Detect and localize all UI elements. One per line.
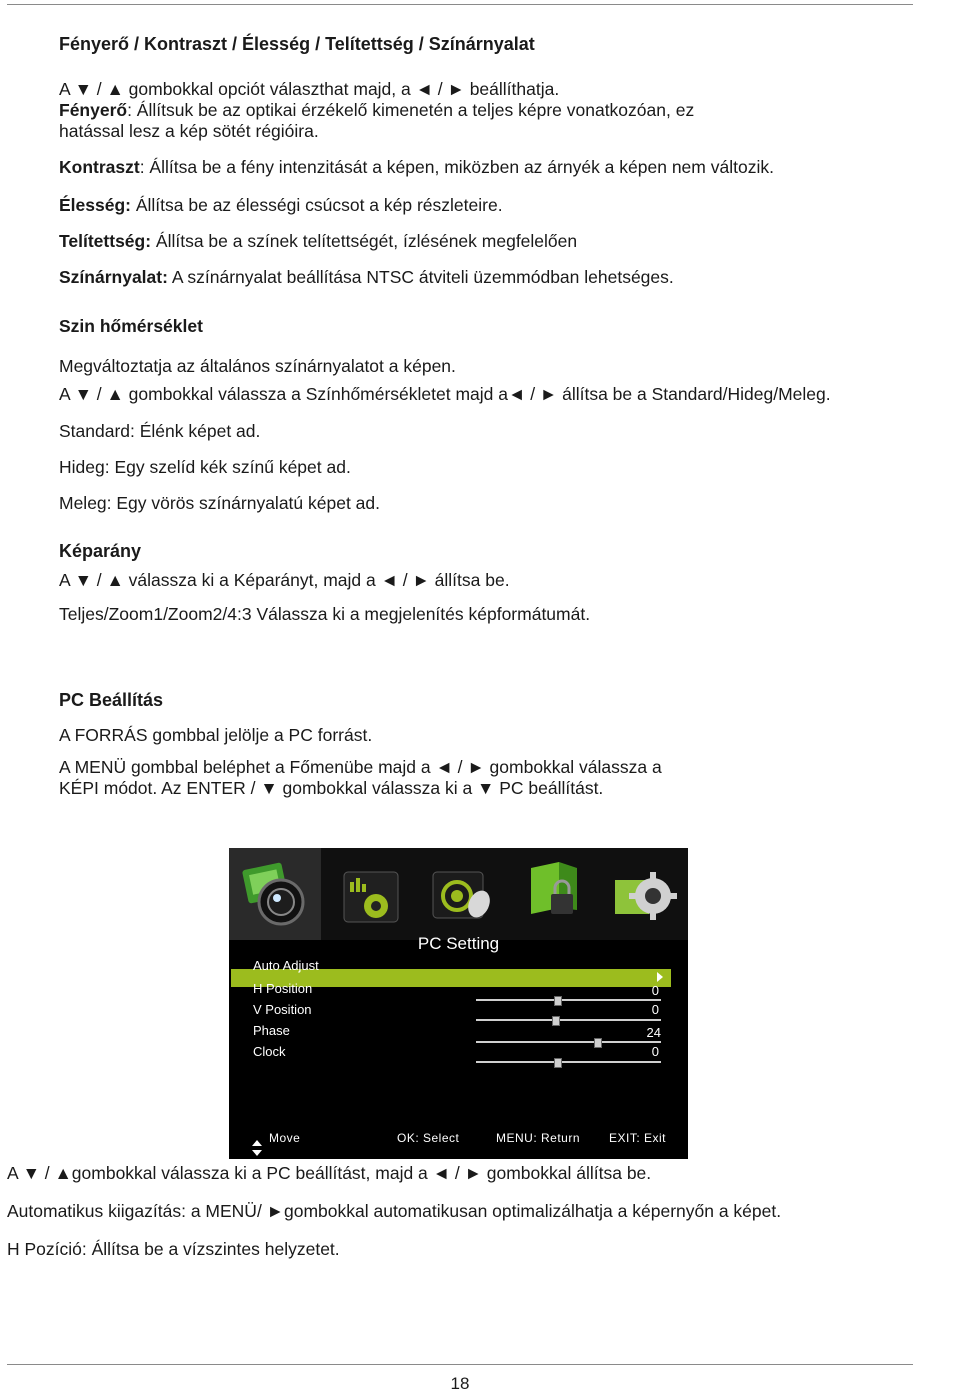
lock-icon	[519, 858, 589, 930]
pc-heading: PC Beállítás	[59, 690, 164, 710]
contrast-text: : Állítsa be a fény intenzitását a képen, miközben az árnyék a képen nem változik.	[139, 157, 774, 177]
aspect-heading: Képarány	[59, 541, 142, 561]
hue-text: A színárnyalat beállítása NTSC átviteli üzemmódban lehetséges.	[167, 267, 674, 287]
color-temp-line3: Standard: Élénk képet ad.	[59, 421, 261, 441]
h-position-slider[interactable]	[476, 999, 661, 1001]
osd-footer-exit: EXIT: Exit	[609, 1131, 667, 1145]
brightness-line	[59, 100, 694, 121]
picture-heading: Fényerő / Kontraszt / Élesség / Telítettség / Színárnyalat	[59, 34, 535, 54]
page-number: 18	[450, 1374, 470, 1393]
saturation-text: Állítsa be a színek telítettségét, ízlésének megfelelően	[151, 231, 578, 251]
sharpness-label: Élesség:	[59, 195, 131, 215]
osd-value-clock: 0	[651, 1044, 659, 1059]
top-rule	[7, 4, 913, 5]
picture-icon	[239, 858, 309, 930]
brightness-text: : Állítsuk be az optikai érzékelő kimenetén a teljes képre vonatkozóan, ez	[127, 100, 695, 120]
pc-line1: A FORRÁS gombbal jelölje a PC forrást.	[59, 725, 373, 745]
v-position-slider[interactable]	[476, 1019, 661, 1021]
audio-icon	[336, 858, 406, 930]
pc-line3: KÉPI módot. Az ENTER / ▼ gombokkal válassza ki a ▼ PC beállítást.	[59, 778, 604, 798]
color-temp-line4: Hideg: Egy szelíd kék színű képet ad.	[59, 457, 351, 477]
pc-setting-osd	[229, 848, 688, 1159]
hue-line	[59, 267, 674, 288]
color-temp-line2: A ▼ / ▲ gombokkal válassza a Színhőmérsékletet majd a◄ / ► állítsa be a Standard/Hideg/Meleg.	[59, 384, 831, 404]
osd-footer-return: MENU: Return	[496, 1131, 581, 1145]
move-arrows-icon	[252, 1140, 262, 1156]
contrast-label: Kontraszt	[59, 157, 140, 177]
osd-item-v-position[interactable]: V Position	[253, 1002, 312, 1017]
osd-footer-select: OK: Select	[397, 1131, 460, 1145]
sharpness-text: Állítsa be az élességi csúcsot a kép részleteire.	[130, 195, 503, 215]
osd-footer-move: Move	[269, 1131, 301, 1145]
color-temp-line5: Meleg: Egy vörös színárnyalatú képet ad.	[59, 493, 381, 513]
osd-value-v-position: 0	[651, 1002, 659, 1017]
osd-value-phase: 24	[646, 1025, 661, 1040]
after-line1: A ▼ / ▲gombokkal válassza ki a PC beállítást, majd a ◄ / ► gombokkal állítsa be.	[7, 1163, 652, 1183]
hue-label: Színárnyalat:	[59, 267, 168, 287]
aspect-line2: Teljes/Zoom1/Zoom2/4:3 Válassza ki a megjelenítés képformátumát.	[59, 604, 591, 624]
saturation-line	[59, 231, 577, 252]
osd-item-auto-adjust[interactable]: Auto Adjust	[253, 958, 319, 973]
submenu-arrow-icon	[657, 972, 663, 982]
osd-title: PC Setting	[417, 934, 500, 953]
contrast-line	[59, 157, 774, 178]
pc-line2: A MENÜ gombbal beléphet a Főmenübe majd a ◄ / ► gombokkal válassza a	[59, 757, 662, 777]
phase-slider[interactable]	[476, 1041, 661, 1043]
settings-icon	[609, 858, 679, 930]
after-line3: H Pozíció: Állítsa be a vízszintes helyzetet.	[7, 1239, 340, 1259]
brightness-text-2: hatással lesz a kép sötét régióira.	[59, 121, 319, 141]
color-temp-heading: Szin hőmérséklet	[59, 316, 203, 336]
channel-icon	[427, 858, 497, 930]
osd-value-h-position: 0	[651, 983, 659, 998]
color-temp-line1: Megváltoztatja az általános színárnyalatot a képen.	[59, 356, 456, 376]
sharpness-line	[59, 195, 503, 216]
picture-intro: A ▼ / ▲ gombokkal opciót választhat majd, a ◄ / ► beállíthatja.	[59, 79, 560, 99]
aspect-line1: A ▼ / ▲ válassza ki a Képarányt, majd a ◄ / ► állítsa be.	[59, 570, 510, 590]
osd-item-clock[interactable]: Clock	[253, 1044, 286, 1059]
brightness-label: Fényerő	[59, 100, 128, 120]
osd-item-phase[interactable]: Phase	[253, 1023, 290, 1038]
osd-item-h-position[interactable]: H Position	[253, 981, 313, 996]
clock-slider[interactable]	[476, 1061, 661, 1063]
after-line2: Automatikus kiigazítás: a MENÜ/ ►gombokkal automatikusan optimalizálhatja a képernyőn a képet.	[7, 1201, 782, 1221]
bottom-rule	[7, 1364, 913, 1365]
saturation-label: Telítettség:	[59, 231, 152, 251]
